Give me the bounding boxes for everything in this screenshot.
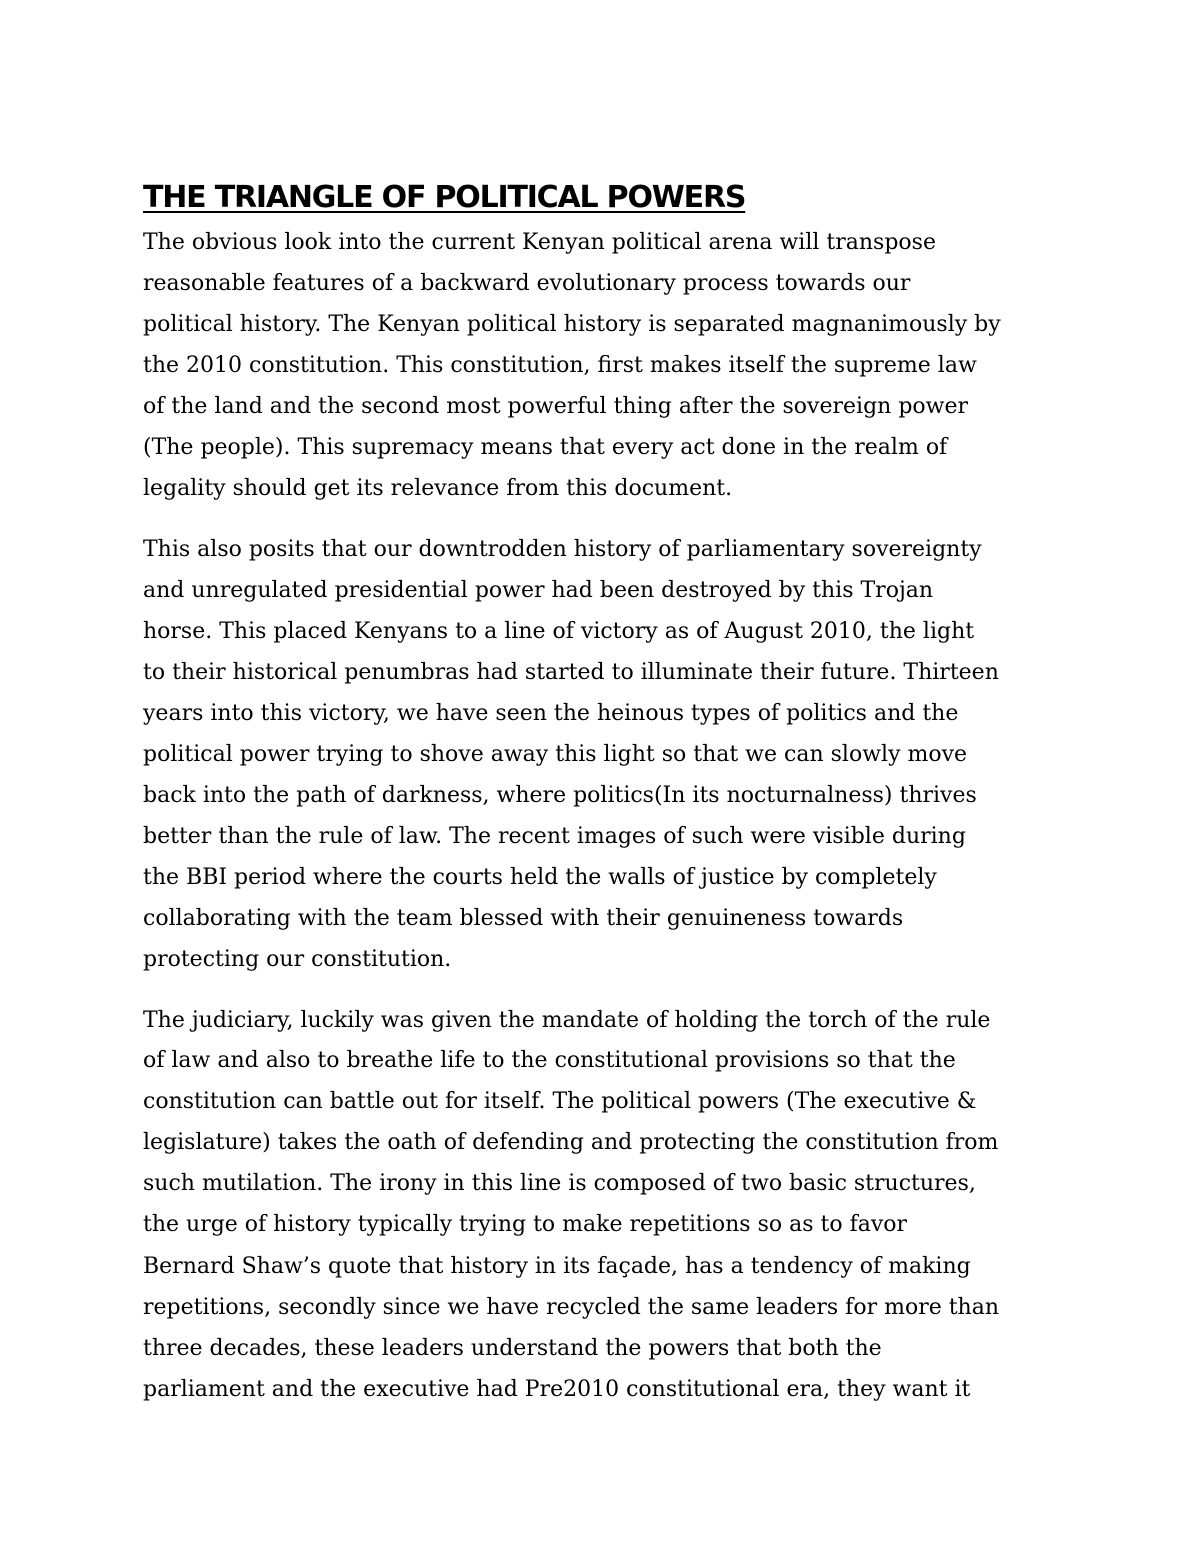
paragraph-2-line-8: better than the rule of law. The recent images of such were visible during: [143, 824, 966, 849]
paragraph-3-line-9: three decades, these leaders understand the powers that both the: [143, 1336, 882, 1361]
paragraph-2-line-2: and unregulated presidential power had been destroyed by this Trojan: [143, 578, 934, 603]
paragraph-1-line-7: legality should get its relevance from this document.: [143, 476, 733, 501]
paragraph-3-line-6: the urge of history typically trying to make repetitions so as to favor: [143, 1212, 908, 1237]
paragraph-2-line-9: the BBI period where the courts held the walls of justice by completely: [143, 865, 937, 890]
paragraph-3-line-3: constitution can battle out for itself. The political powers (The executive &: [143, 1089, 977, 1114]
document-title: THE TRIANGLE OF POLITICAL POWERS: [143, 180, 746, 215]
paragraph-3-line-4: legislature) takes the oath of defending and protecting the constitution from: [143, 1130, 999, 1155]
paragraph-3-line-1: The judiciary, luckily was given the mandate of holding the torch of the rule: [143, 1008, 991, 1033]
paragraph-1-line-3: political history. The Kenyan political history is separated magnanimously by: [143, 312, 1001, 337]
paragraph-3-line-10: parliament and the executive had Pre2010 constitutional era, they want it: [143, 1377, 971, 1402]
paragraph-3-line-8: repetitions, secondly since we have recycled the same leaders for more than: [143, 1295, 1000, 1320]
paragraph-2-line-6: political power trying to shove away this light so that we can slowly move: [143, 742, 968, 767]
paragraph-3-line-2: of law and also to breathe life to the constitutional provisions so that the: [143, 1048, 956, 1073]
paragraph-1-line-1: The obvious look into the current Kenyan political arena will transpose: [143, 230, 936, 255]
paragraph-2-line-11: protecting our constitution.: [143, 947, 452, 972]
paragraph-3-line-5: such mutilation. The irony in this line is composed of two basic structures,: [143, 1171, 976, 1196]
paragraph-2-line-3: horse. This placed Kenyans to a line of victory as of August 2010, the light: [143, 619, 975, 644]
paragraph-1-line-2: reasonable features of a backward evolutionary process towards our: [143, 271, 911, 296]
paragraph-1-line-5: of the land and the second most powerful thing after the sovereign power: [143, 394, 969, 419]
paragraph-2-line-5: years into this victory, we have seen the heinous types of politics and the: [143, 701, 959, 726]
paragraph-1-line-6: (The people). This supremacy means that every act done in the realm of: [143, 435, 948, 460]
paragraph-2-line-4: to their historical penumbras had started to illuminate their future. Thirteen: [143, 660, 999, 685]
paragraph-2-line-7: back into the path of darkness, where politics(In its nocturnalness) thrives: [143, 783, 977, 808]
paragraph-1-line-4: the 2010 constitution. This constitution, first makes itself the supreme law: [143, 353, 977, 378]
paragraph-2-line-10: collaborating with the team blessed with their genuineness towards: [143, 906, 904, 931]
paragraph-3-line-7: Bernard Shaw’s quote that history in its façade, has a tendency of making: [143, 1254, 971, 1279]
paragraph-2-line-1: This also posits that our downtrodden history of parliamentary sovereignty: [143, 537, 982, 562]
